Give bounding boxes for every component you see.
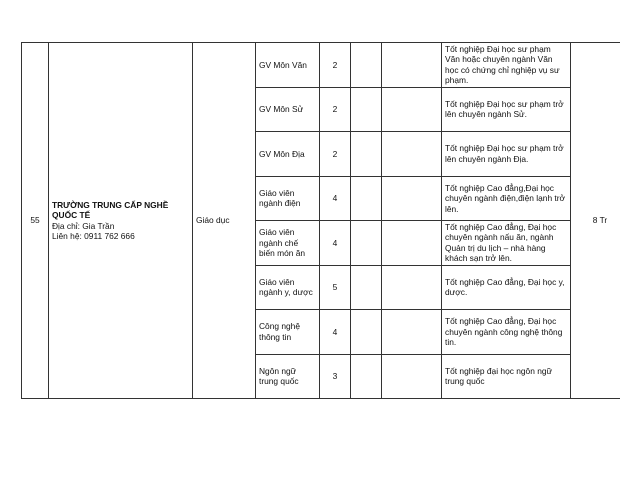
position-count: 4 [320, 176, 351, 221]
position-count: 5 [320, 265, 351, 310]
position-title: Ngôn ngữ trung quốc [256, 354, 320, 399]
empty-cell [351, 87, 382, 132]
position-requirement: Tốt nghiệp Đại học sư phạm Văn hoặc chuyên ngành Văn học có chứng chỉ nghiệp vụ sư phạm. [442, 43, 571, 88]
empty-cell [351, 265, 382, 310]
position-count: 4 [320, 310, 351, 355]
empty-cell [382, 221, 442, 266]
empty-cell [351, 132, 382, 177]
position-title: Công nghệ thông tin [256, 310, 320, 355]
position-title: GV Môn Địa [256, 132, 320, 177]
position-count: 2 [320, 132, 351, 177]
position-requirement: Tốt nghiệp Đại học sư phạm trở lên chuyên ngành Sử. [442, 87, 571, 132]
position-requirement: Tốt nghiệp Cao đẳng,Đại học chuyên ngành điện,điện lạnh trở lên. [442, 176, 571, 221]
empty-cell [382, 43, 442, 88]
position-count: 2 [320, 87, 351, 132]
table-body [22, 43, 620, 399]
empty-cell [351, 310, 382, 355]
empty-cell [382, 265, 442, 310]
empty-cell [351, 176, 382, 221]
employer-name: TRƯỜNG TRUNG CẤP NGHỀ QUỐC TẾ [52, 199, 169, 220]
empty-cell [351, 221, 382, 266]
position-title: Giáo viên ngành chế biến món ăn [256, 221, 320, 266]
employer-contact: Liên hệ: 0911 762 666 [52, 231, 135, 241]
empty-cell [351, 43, 382, 88]
empty-cell [382, 132, 442, 177]
position-count: 2 [320, 43, 351, 88]
salary-cell: 8 Tr [571, 43, 620, 399]
position-count: 3 [320, 354, 351, 399]
position-requirement: Tốt nghiệp Cao đẳng, Đại học chuyên ngành công nghệ thông tin. [442, 310, 571, 355]
field-cell: Giáo dục [193, 43, 256, 399]
empty-cell [382, 310, 442, 355]
position-count: 4 [320, 221, 351, 266]
empty-cell [382, 354, 442, 399]
position-requirement: Tốt nghiệp Cao đẳng, Đại học y, dược. [442, 265, 571, 310]
position-title: GV Môn Văn [256, 43, 320, 88]
position-requirement: Tốt nghiệp Đại học sư phạm trở lên chuyên ngành Địa. [442, 132, 571, 177]
employer-address: Địa chỉ: Gia Trần [52, 220, 115, 231]
empty-cell [382, 87, 442, 132]
position-title: GV Môn Sử [256, 87, 320, 132]
empty-cell [351, 354, 382, 399]
position-title: Giáo viên ngành điện [256, 176, 320, 221]
empty-cell [382, 176, 442, 221]
recruitment-table [21, 42, 620, 399]
position-requirement: Tốt nghiệp Cao đẳng, Đại học chuyên ngành nấu ăn, ngành Quản trị du lịch – nhà hàng khách sạn trở lên. [442, 221, 571, 266]
table-row [22, 43, 620, 88]
position-requirement: Tốt nghiệp đại học ngôn ngữ trung quốc [442, 354, 571, 399]
stt-cell: 55 [22, 43, 49, 399]
position-title: Giáo viên ngành y, dược [256, 265, 320, 310]
employer-cell [49, 43, 193, 399]
